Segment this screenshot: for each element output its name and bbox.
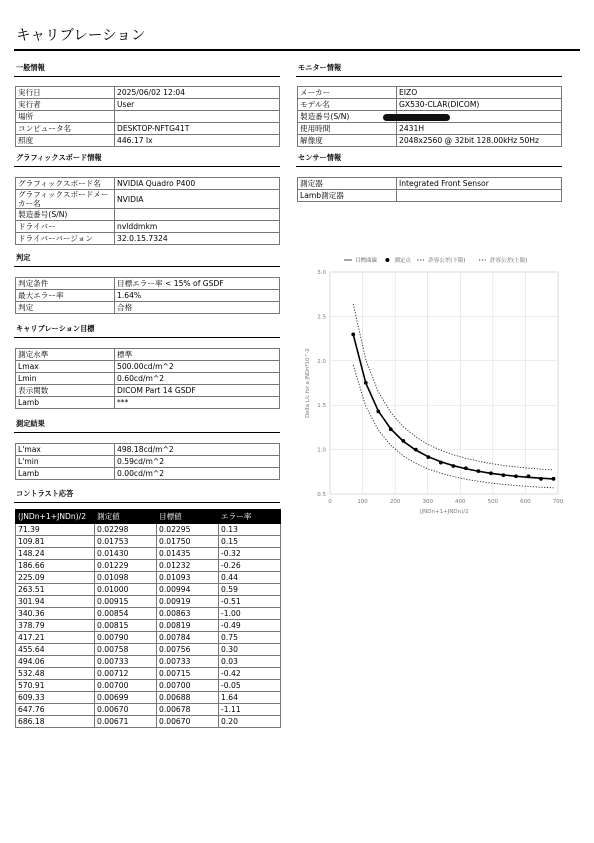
info-label: L'min	[16, 456, 115, 468]
info-label: Lamb測定器	[298, 190, 397, 202]
contrast-response-chart	[296, 252, 578, 524]
table-row	[16, 644, 281, 656]
info-row	[16, 302, 280, 314]
info-row	[16, 190, 280, 209]
legend-label: 目標曲線	[355, 258, 378, 264]
info-row	[16, 221, 280, 233]
measured-point	[451, 464, 455, 468]
table-cell: 0.00715	[157, 668, 219, 680]
table-cell: -0.49	[219, 620, 281, 632]
info-row	[298, 178, 562, 190]
info-row	[16, 397, 280, 409]
table-cell: 0.00670	[157, 716, 219, 728]
tolerance-lower-line	[353, 365, 553, 488]
info-row	[16, 209, 280, 221]
contrast-response-heading: コントラスト応答	[16, 489, 74, 498]
table-cell: 0.00756	[157, 644, 219, 656]
info-row	[298, 87, 562, 99]
table-cell: 647.76	[16, 704, 95, 716]
calibration-target-heading: キャリブレーション目標	[16, 324, 95, 333]
x-tick-label: 300	[422, 499, 433, 505]
monitor-info-heading: モニター情報	[298, 63, 342, 72]
measured-point	[539, 477, 543, 481]
contrast-response-table	[15, 509, 281, 728]
table-cell: 532.48	[16, 668, 95, 680]
column-header: 測定値	[95, 510, 157, 524]
table-cell: 0.00758	[95, 644, 157, 656]
measured-point	[426, 455, 430, 459]
info-value: 合格	[115, 302, 280, 314]
table-row	[16, 560, 281, 572]
x-tick-label: 700	[552, 499, 564, 505]
measured-point	[527, 474, 531, 478]
info-row	[16, 123, 280, 135]
info-label: L'max	[16, 444, 115, 456]
measurement-result-table	[15, 443, 280, 480]
contrast-header-row	[16, 510, 281, 524]
table-cell: 0.30	[219, 644, 281, 656]
measured-point	[414, 448, 418, 452]
sensor-info-table	[297, 177, 562, 202]
y-tick-label: 1.5	[317, 403, 326, 410]
info-row	[16, 178, 280, 190]
info-value: DESKTOP-NFTG41T	[115, 123, 280, 135]
x-tick-label: 600	[520, 499, 531, 505]
info-row	[16, 278, 280, 290]
general-info-table	[15, 86, 280, 147]
table-row	[16, 536, 281, 548]
page-title: キャリブレーション	[16, 28, 146, 44]
contrast-response-divider	[14, 502, 280, 503]
y-tick-label: 2.5	[317, 314, 326, 321]
table-cell: 686.18	[16, 716, 95, 728]
y-tick-label: 0.5	[317, 492, 326, 498]
table-cell: 0.00994	[157, 584, 219, 596]
table-cell: 0.00671	[95, 716, 157, 728]
measured-point	[401, 439, 405, 443]
general-info-divider	[14, 76, 280, 77]
table-cell: 109.81	[16, 536, 95, 548]
table-cell: 494.06	[16, 656, 95, 668]
info-label: 判定条件	[16, 278, 115, 290]
info-label: Lamb	[16, 468, 115, 480]
info-value: 2025/06/02 12:04	[115, 87, 280, 99]
judgement-table	[15, 277, 280, 314]
judgement-heading: 判定	[16, 253, 31, 262]
target-curve-line	[353, 335, 553, 479]
info-label: コンピュータ名	[16, 123, 115, 135]
table-cell: 570.91	[16, 680, 95, 692]
measured-point	[514, 474, 518, 478]
table-cell: 0.00699	[95, 692, 157, 704]
info-row	[16, 111, 280, 123]
y-tick-label: 2.0	[317, 358, 326, 365]
measured-point	[351, 332, 355, 336]
table-cell: 0.01000	[95, 584, 157, 596]
table-cell: 0.00784	[157, 632, 219, 644]
x-tick-label: 500	[487, 499, 499, 505]
table-cell: 225.09	[16, 572, 95, 584]
table-row	[16, 548, 281, 560]
info-label: 最大エラー率	[16, 290, 115, 302]
table-cell: 263.51	[16, 584, 95, 596]
table-cell: 0.20	[219, 716, 281, 728]
info-value: 2431H	[397, 123, 562, 135]
info-value: EIZO	[397, 87, 562, 99]
info-label: Lmax	[16, 361, 115, 373]
x-tick-label: 400	[455, 499, 466, 505]
table-cell: 0.59	[219, 584, 281, 596]
table-cell: 378.79	[16, 620, 95, 632]
info-label: 解像度	[298, 135, 397, 147]
table-cell: 0.01232	[157, 560, 219, 572]
x-tick-label: 0	[328, 499, 332, 505]
table-cell: -0.26	[219, 560, 281, 572]
info-row	[16, 468, 280, 480]
info-row	[16, 290, 280, 302]
legend-marker	[385, 258, 389, 262]
info-label: 測定水準	[16, 349, 115, 361]
x-axis-label: (JNDn+1+JNDn)/2	[419, 509, 469, 515]
y-tick-label: 1.0	[317, 447, 326, 454]
info-row	[16, 361, 280, 373]
info-label: 照度	[16, 135, 115, 147]
table-row	[16, 608, 281, 620]
table-cell: 0.02298	[95, 524, 157, 536]
table-row	[16, 596, 281, 608]
info-label: 測定器	[298, 178, 397, 190]
info-value: 0.00cd/m^2	[115, 468, 280, 480]
info-value: ***	[115, 397, 280, 409]
table-cell: 0.01430	[95, 548, 157, 560]
info-label: 実行者	[16, 99, 115, 111]
general-info-heading: 一般情報	[16, 63, 45, 72]
info-label: 場所	[16, 111, 115, 123]
info-row	[16, 373, 280, 385]
table-cell: 0.01435	[157, 548, 219, 560]
info-row	[298, 99, 562, 111]
info-label: グラフィックスボードメーカー名	[16, 190, 115, 209]
info-value	[115, 111, 280, 123]
info-label: 製造番号(S/N)	[16, 209, 115, 221]
measured-point	[364, 381, 368, 385]
table-cell: -1.00	[219, 608, 281, 620]
table-cell: 0.00733	[157, 656, 219, 668]
info-row	[16, 385, 280, 397]
x-tick-label: 200	[389, 499, 401, 505]
table-row	[16, 668, 281, 680]
info-label: 製造番号(S/N)	[298, 111, 397, 123]
graphics-info-divider	[14, 166, 280, 167]
table-cell: -1.11	[219, 704, 281, 716]
legend-label: 許容公差(下限)	[428, 258, 466, 264]
title-divider	[14, 49, 580, 51]
table-row	[16, 716, 281, 728]
legend-label: 許容公差(上限)	[490, 258, 528, 264]
table-cell: 0.44	[219, 572, 281, 584]
y-tick-label: 3.0	[317, 270, 326, 276]
table-row	[16, 584, 281, 596]
measured-point	[477, 469, 481, 473]
info-label: グラフィックスボード名	[16, 178, 115, 190]
column-header: 目標値	[157, 510, 219, 524]
table-cell: 417.21	[16, 632, 95, 644]
table-cell: 0.01093	[157, 572, 219, 584]
table-cell: 301.94	[16, 596, 95, 608]
table-cell: 0.02295	[157, 524, 219, 536]
table-row	[16, 632, 281, 644]
info-row	[16, 135, 280, 147]
info-value: 標準	[115, 349, 280, 361]
table-cell: -0.42	[219, 668, 281, 680]
info-row	[16, 349, 280, 361]
table-cell: 71.39	[16, 524, 95, 536]
info-value	[115, 209, 280, 221]
info-row	[16, 444, 280, 456]
table-cell: 0.13	[219, 524, 281, 536]
info-value: nvlddmkm	[115, 221, 280, 233]
measured-point	[376, 410, 380, 414]
table-cell: 0.01750	[157, 536, 219, 548]
measured-point	[464, 466, 468, 470]
info-row	[16, 99, 280, 111]
table-cell: 0.00919	[157, 596, 219, 608]
table-cell: 1.64	[219, 692, 281, 704]
table-cell: 0.03	[219, 656, 281, 668]
table-cell: 0.15	[219, 536, 281, 548]
tolerance-upper-line	[353, 304, 553, 470]
table-row	[16, 692, 281, 704]
measurement-result-heading: 測定結果	[16, 419, 45, 428]
info-label: Lmin	[16, 373, 115, 385]
table-cell: 455.64	[16, 644, 95, 656]
measured-point	[489, 471, 493, 475]
info-row	[298, 135, 562, 147]
info-row	[16, 456, 280, 468]
info-label: ドライバーバージョン	[16, 233, 115, 245]
monitor-info-divider	[296, 76, 562, 77]
table-cell: 340.36	[16, 608, 95, 620]
calibration-target-divider	[14, 337, 280, 338]
info-label: メーカー	[298, 87, 397, 99]
table-cell: -0.32	[219, 548, 281, 560]
info-value: DICOM Part 14 GSDF	[115, 385, 280, 397]
calibration-target-table	[15, 348, 280, 409]
table-row	[16, 524, 281, 536]
table-cell: 0.00790	[95, 632, 157, 644]
table-cell: 0.00854	[95, 608, 157, 620]
sensor-info-divider	[296, 166, 562, 167]
table-row	[16, 620, 281, 632]
chart-legend	[344, 256, 527, 264]
table-cell: 0.00863	[157, 608, 219, 620]
info-value: 目標エラー率 < 15% of GSDF	[115, 278, 280, 290]
graphics-info-heading: グラフィックスボード情報	[16, 153, 102, 162]
table-cell: 0.00678	[157, 704, 219, 716]
info-value: User	[115, 99, 280, 111]
info-value: NVIDIA	[115, 190, 280, 209]
info-value: GX530-CLAR(DICOM)	[397, 99, 562, 111]
info-value: 498.18cd/m^2	[115, 444, 280, 456]
info-row	[298, 190, 562, 202]
info-value: 500.00cd/m^2	[115, 361, 280, 373]
info-value: NVIDIA Quadro P400	[115, 178, 280, 190]
info-value: 0.60cd/m^2	[115, 373, 280, 385]
table-cell: 0.00712	[95, 668, 157, 680]
info-value: 2048x2560 @ 32bit 128.00kHz 50Hz	[397, 135, 562, 147]
table-row	[16, 656, 281, 668]
table-cell: 0.00688	[157, 692, 219, 704]
info-value: Integrated Front Sensor	[397, 178, 562, 190]
column-header: エラー率	[219, 510, 281, 524]
table-cell: 0.00733	[95, 656, 157, 668]
info-label: 使用時間	[298, 123, 397, 135]
measured-point	[502, 473, 506, 477]
table-cell: 186.66	[16, 560, 95, 572]
measured-point	[552, 477, 556, 481]
table-row	[16, 572, 281, 584]
info-label: 実行日	[16, 87, 115, 99]
table-cell: -0.51	[219, 596, 281, 608]
graphics-info-table	[15, 177, 280, 245]
info-value: 0.59cd/m^2	[115, 456, 280, 468]
table-row	[16, 680, 281, 692]
info-value: 446.17 lx	[115, 135, 280, 147]
legend-label: 測定点	[394, 258, 411, 264]
table-cell: -0.05	[219, 680, 281, 692]
redaction-mark	[383, 114, 450, 121]
info-value: 1.64%	[115, 290, 280, 302]
table-cell: 0.01229	[95, 560, 157, 572]
table-cell: 0.00700	[157, 680, 219, 692]
table-cell: 0.00815	[95, 620, 157, 632]
y-axis-label: Delta L/L for a JNDn*10^-2	[305, 348, 311, 418]
x-tick-label: 100	[357, 499, 368, 505]
table-cell: 0.00670	[95, 704, 157, 716]
info-label: 判定	[16, 302, 115, 314]
info-label: 表示関数	[16, 385, 115, 397]
table-cell: 0.00700	[95, 680, 157, 692]
table-row	[16, 704, 281, 716]
info-row	[298, 123, 562, 135]
info-label: モデル名	[298, 99, 397, 111]
judgement-divider	[14, 266, 280, 267]
measured-point	[439, 461, 443, 465]
measured-point	[389, 427, 393, 431]
info-value	[397, 190, 562, 202]
info-label: Lamb	[16, 397, 115, 409]
table-cell: 0.00915	[95, 596, 157, 608]
table-cell: 0.01753	[95, 536, 157, 548]
table-cell: 609.33	[16, 692, 95, 704]
table-cell: 148.24	[16, 548, 95, 560]
table-cell: 0.75	[219, 632, 281, 644]
info-value: 32.0.15.7324	[115, 233, 280, 245]
info-label: ドライバー	[16, 221, 115, 233]
info-row	[16, 87, 280, 99]
column-header: (JNDn+1+JNDn)/2	[16, 510, 95, 524]
table-cell: 0.00819	[157, 620, 219, 632]
info-row	[16, 233, 280, 245]
table-cell: 0.01098	[95, 572, 157, 584]
measurement-result-divider	[14, 432, 280, 433]
sensor-info-heading: センサー情報	[298, 153, 342, 162]
